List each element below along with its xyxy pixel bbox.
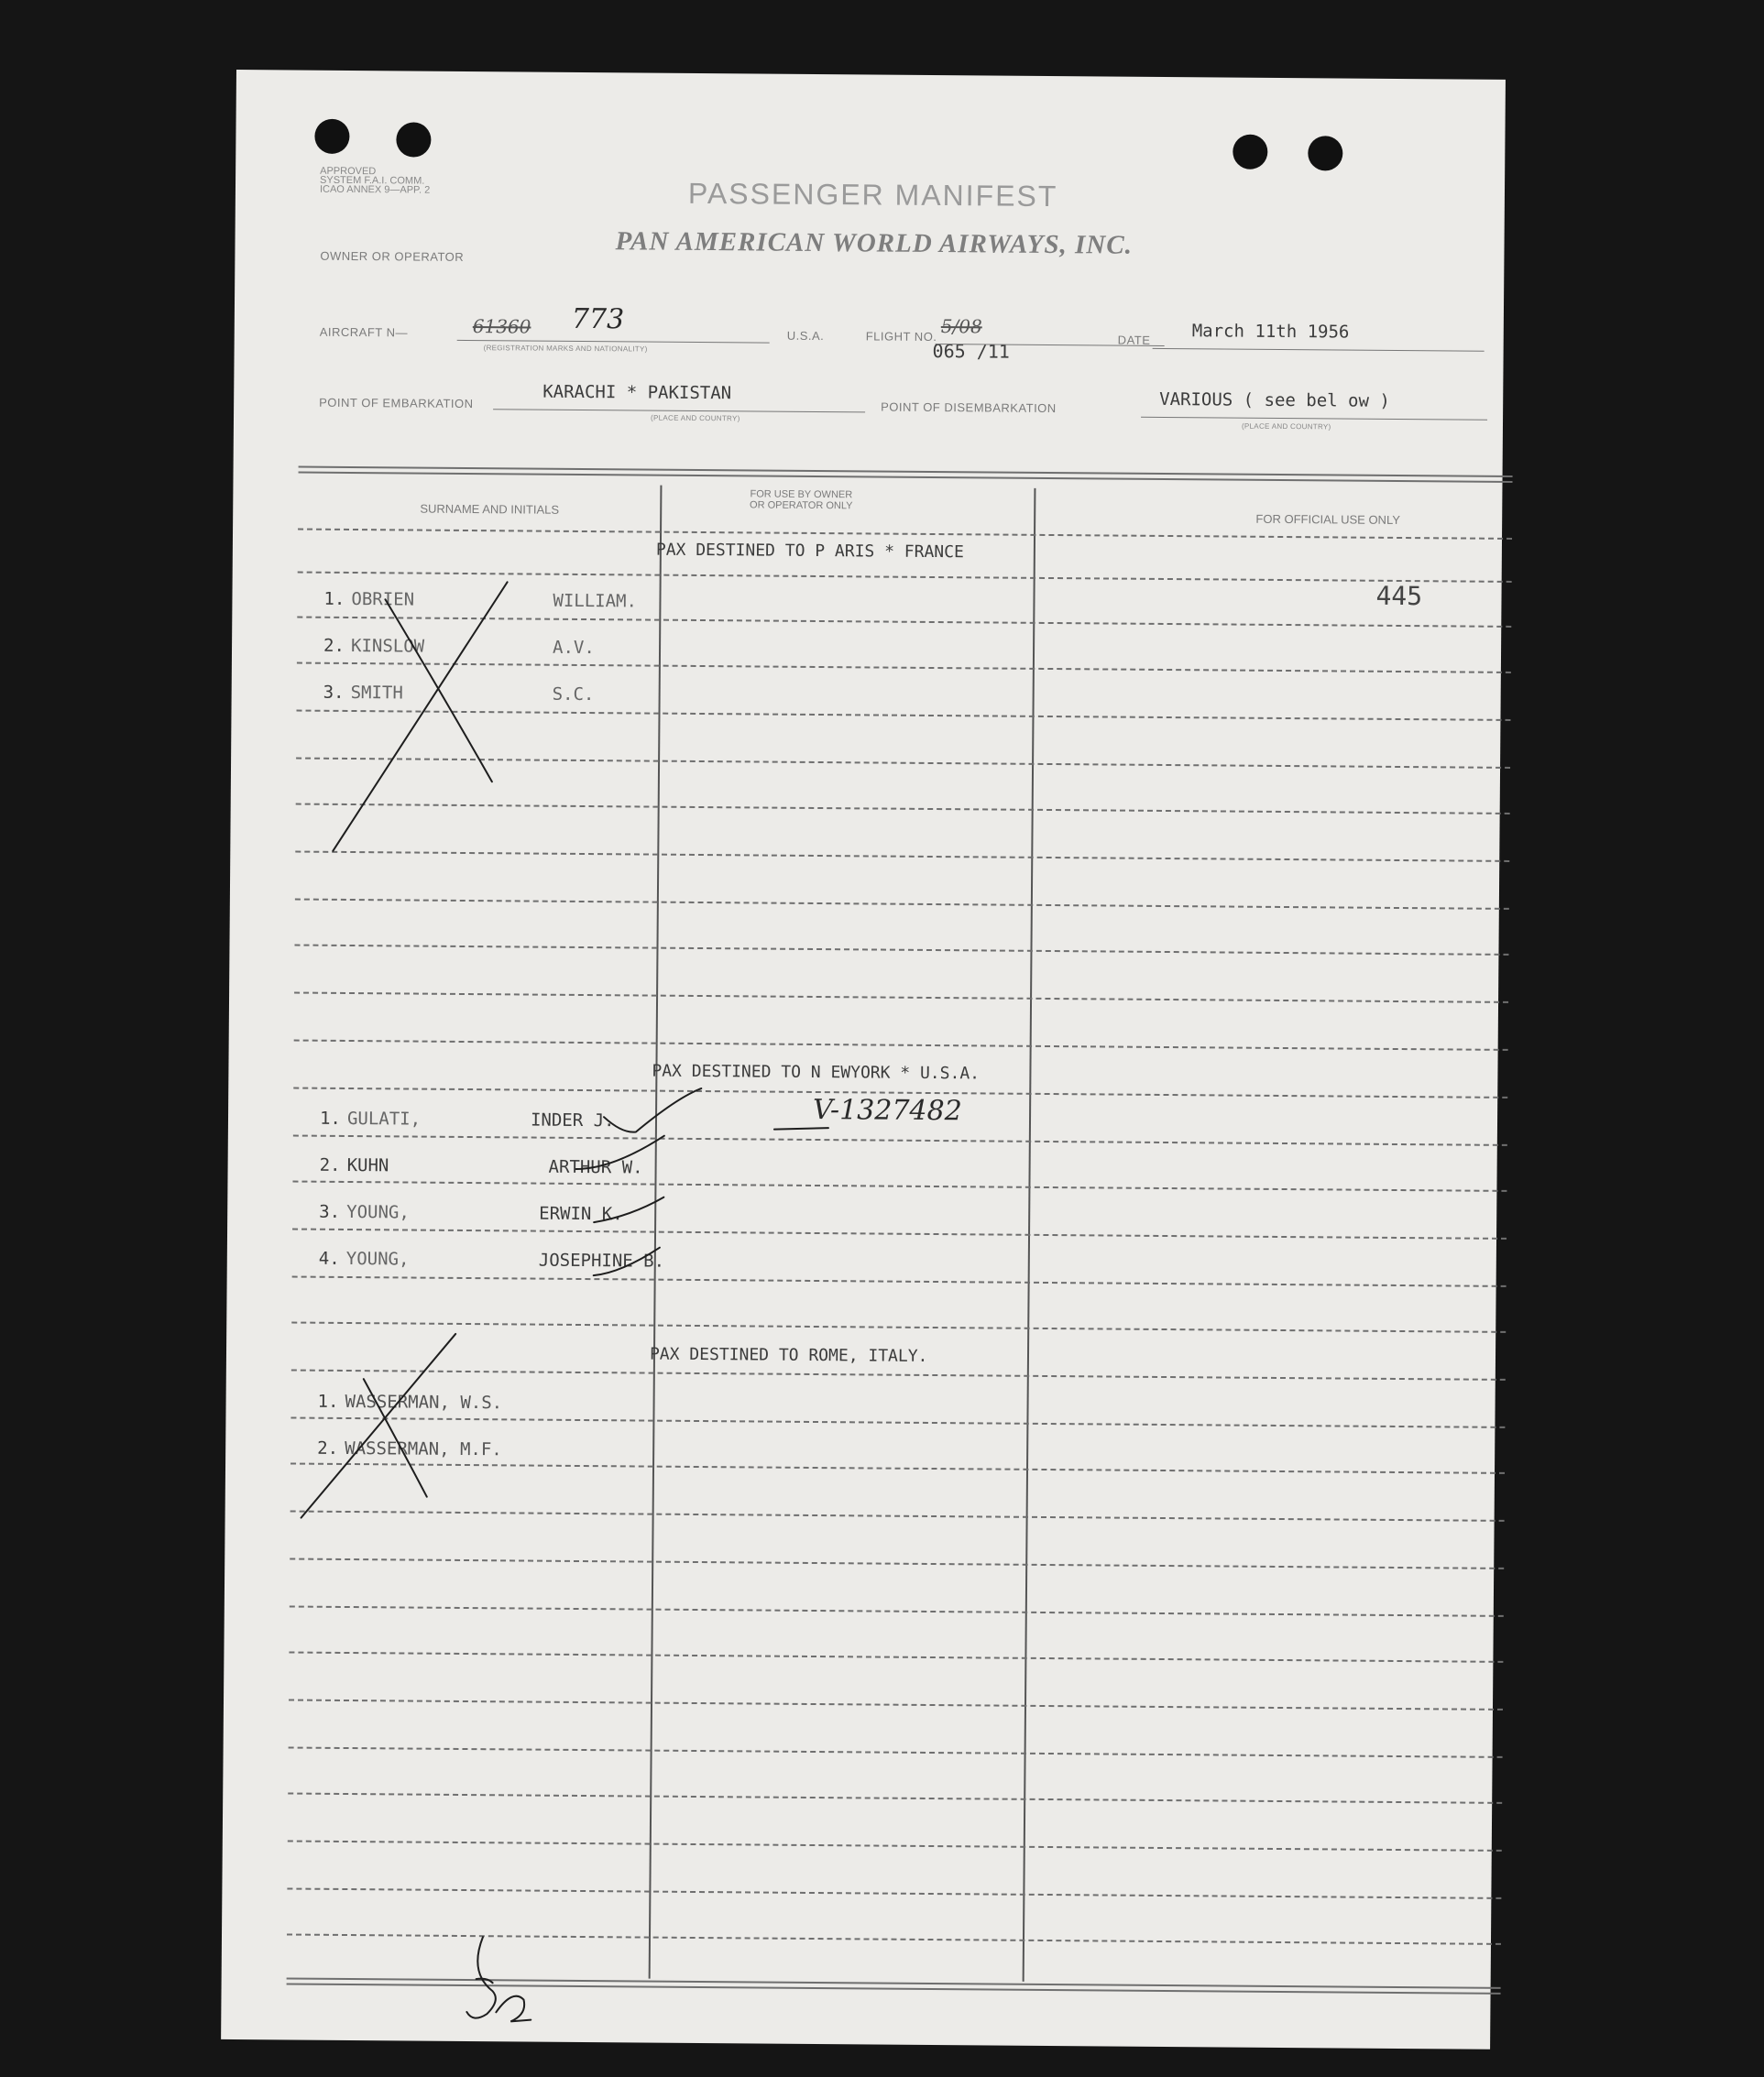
aircraft-number-struck: 61360 (472, 315, 531, 338)
flight-label: FLIGHT NO. (865, 329, 937, 344)
list-item: 2. WASSERMAN, M.F. (317, 1438, 502, 1460)
list-item: 3. SMITH S.C. (323, 682, 595, 705)
embarkation-value: KARACHI * PAKISTAN (542, 381, 732, 404)
cross-out-mark (363, 1379, 428, 1497)
cross-out-mark (333, 581, 507, 852)
list-item: 1. GULATI, INDER J. (319, 1108, 615, 1131)
check-mark (576, 1135, 664, 1170)
list-item: 1. OBRIEN WILLIAM. (323, 588, 638, 612)
handwritten-marks (221, 70, 1506, 2050)
group-destination-paris: PAX DESTINED TO P ARIS * FRANCE (655, 540, 964, 563)
official-note-445: 445 (1375, 580, 1423, 612)
cross-out-mark (384, 599, 494, 782)
date-label: DATE (1117, 333, 1151, 347)
check-mark (594, 1197, 663, 1223)
surname-column-header: SURNAME AND INITIALS (420, 501, 560, 517)
page-title: PASSENGER MANIFEST (687, 176, 1058, 213)
flight-number-struck: 5/08 (940, 315, 982, 338)
owner-use-column-header: FOR USE BY OWNER OR OPERATOR ONLY (750, 488, 853, 512)
flight-number: 065 /11 (932, 339, 1011, 363)
operator-name: PAN AMERICAN WORLD AIRWAYS, INC. (615, 226, 1134, 260)
registration-caption: (REGISTRATION MARKS AND NATIONALITY) (483, 344, 648, 354)
embarkation-label: POINT OF EMBARKATION (319, 395, 474, 411)
approval-stamp: APPROVED SYSTEM F.A.I. COMM. ICAO ANNEX 9—APP. 2 (319, 165, 431, 196)
embarkation-caption: (PLACE AND COUNTRY) (650, 413, 740, 423)
disembarkation-value: VARIOUS ( see bel ow ) (1159, 388, 1390, 411)
group-destination-rome: PAX DESTINED TO ROME, ITALY. (649, 1344, 928, 1366)
disembarkation-caption: (PLACE AND COUNTRY) (1241, 421, 1331, 432)
list-item: 2. KUHN ARTHUR W. (319, 1154, 643, 1178)
official-use-column-header: FOR OFFICIAL USE ONLY (1255, 511, 1400, 527)
cross-out-mark (301, 1333, 456, 1519)
aircraft-number: 773 (571, 302, 625, 336)
list-item: 4. YOUNG, JOSEPHINE B. (318, 1248, 665, 1272)
check-mark (594, 1247, 660, 1276)
official-note-visa: V-1327482 (812, 1093, 962, 1128)
usa-label: U.S.A. (786, 328, 825, 344)
disembarkation-label: POINT OF DISEMBARKATION (881, 399, 1057, 416)
date-value: March 11th 1956 (1191, 321, 1350, 343)
list-item: 3. YOUNG, ERWIN K. (319, 1201, 623, 1225)
owner-label: OWNER OR OPERATOR (320, 248, 465, 264)
manifest-page (221, 70, 1506, 2050)
list-item: 2. KINSLOW A.V. (323, 635, 595, 659)
group-destination-newyork: PAX DESTINED TO N EWYORK * U.S.A. (652, 1061, 981, 1084)
aircraft-label: AIRCRAFT N— (319, 324, 409, 340)
list-item: 1. WASSERMAN, W.S. (317, 1391, 503, 1414)
check-mark (604, 1088, 701, 1132)
